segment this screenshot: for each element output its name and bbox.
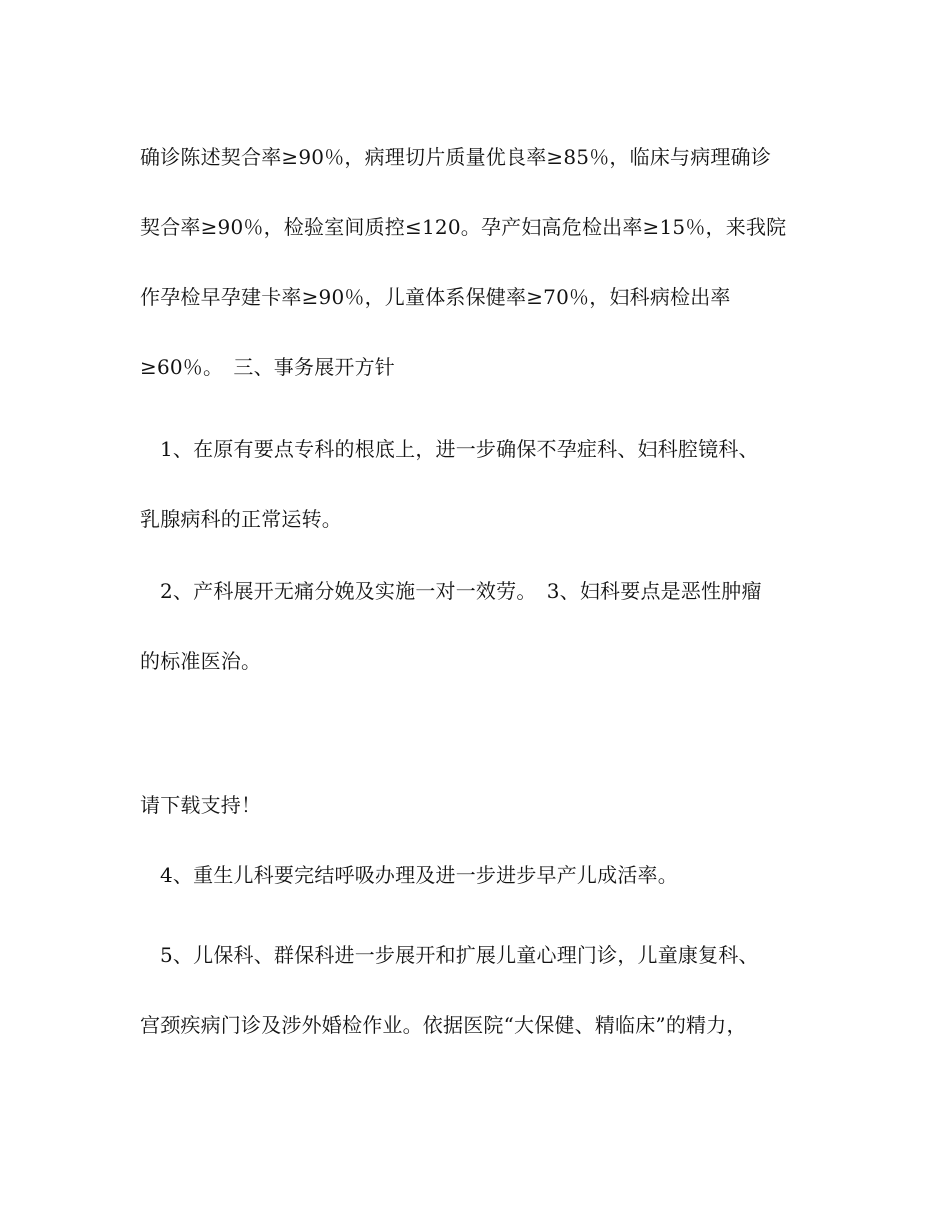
download-note: 请下载支持！ — [140, 793, 262, 817]
list-item-2-line-1: 2、产科展开无痛分娩及实施一对一效劳。 3、妇科要点是恶性肿瘤 — [160, 579, 762, 603]
list-item-2-line-2: 的标准医治。 — [140, 649, 262, 673]
list-item-4-line: 4、重生儿科要完结呼吸办理及进一步进步早产儿成活率。 — [160, 863, 678, 887]
list-item-1-line-1: 1、在原有要点专科的根底上，进一步确保不孕症科、妇科腔镜科、 — [160, 437, 759, 461]
list-item-1-line-2: 乳腺病科的正常运转。 — [140, 507, 342, 531]
paragraph-line-1: 确诊陈述契合率≥90％，病理切片质量优良率≥85％，临床与病理确诊 — [140, 145, 772, 169]
paragraph-line-2: 契合率≥90％，检验室间质控≤120。孕产妇高危检出率≥15％，来我院 — [140, 215, 787, 239]
list-item-5-line-2: 宫颈疾病门诊及涉外婚检作业。依据医院“大保健、精临床”的精力， — [140, 1013, 747, 1037]
section-heading-line: ≥60％。 三、事务展开方针 — [140, 355, 396, 379]
list-item-5-line-1: 5、儿保科、群保科进一步展开和扩展儿童心理门诊，儿童康复科、 — [160, 943, 759, 967]
paragraph-line-3: 作孕检早孕建卡率≥90％，儿童体系保健率≥70％，妇科病检出率 — [140, 285, 731, 309]
